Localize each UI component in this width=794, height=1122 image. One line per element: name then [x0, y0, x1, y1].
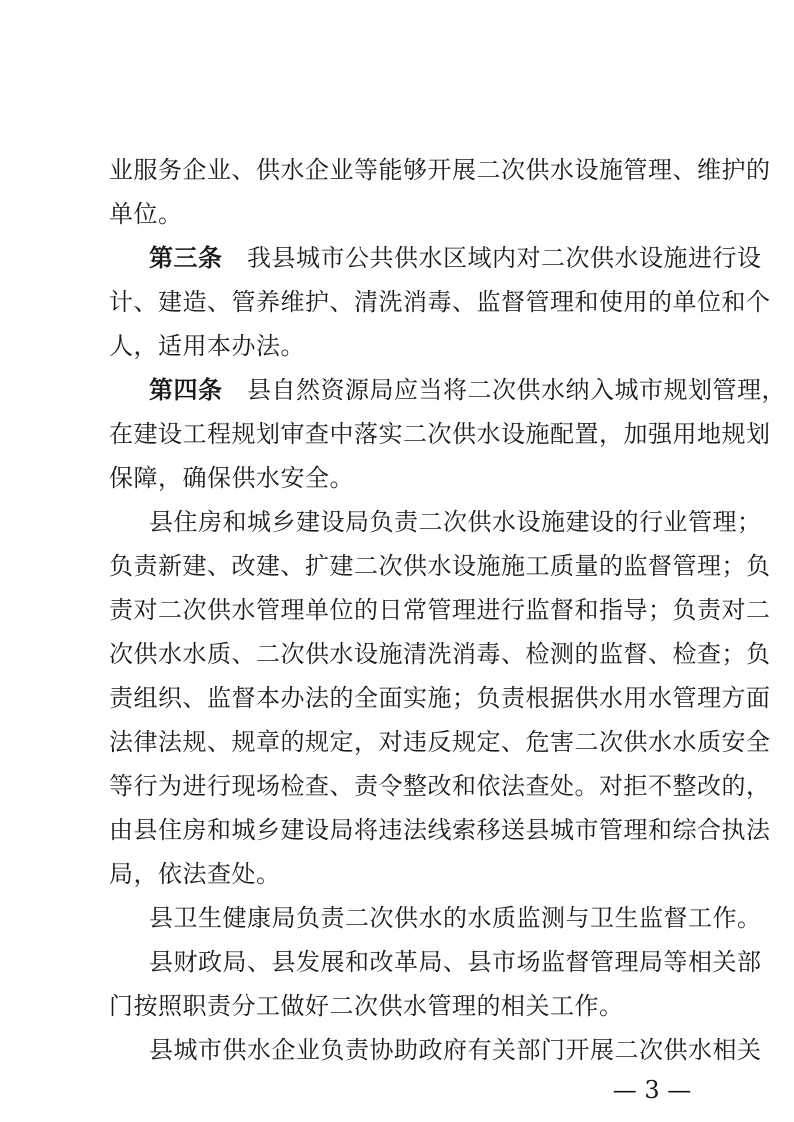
- text-line: 单位。: [109, 200, 183, 228]
- text-line: 法律法规、规章的规定，对违反规定、危害二次供水水质安全: [109, 728, 771, 756]
- article-3-first-line: [149, 240, 762, 276]
- text-line: 次供水水质、二次供水设施清洗消毒、检测的监督、检查；负: [109, 640, 771, 668]
- text-line: 人，适用本办法。: [109, 332, 305, 360]
- paragraph-first-line: 县卫生健康局负责二次供水的水质监测与卫生监督工作。: [149, 904, 762, 932]
- article-heading: 第四条: [149, 375, 223, 404]
- text-line: 计、建造、管养维护、清洗消毒、监督管理和使用的单位和个: [109, 288, 771, 316]
- text-line: 由县住房和城乡建设局将违法线索移送县城市管理和综合执法: [109, 816, 771, 844]
- text-line: 责组织、监督本办法的全面实施；负责根据供水用水管理方面: [109, 684, 771, 712]
- paragraph-first-line: 县住房和城乡建设局负责二次供水设施建设的行业管理；: [149, 508, 762, 536]
- article-4-first-line: [149, 372, 786, 408]
- text-line: 负责新建、改建、扩建二次供水设施施工质量的监督管理；负: [109, 552, 771, 580]
- text-line: 保障，确保供水安全。: [109, 464, 354, 492]
- article-text: 我县城市公共供水区域内对二次供水设施进行设: [247, 244, 762, 272]
- text-line: 在建设工程规划审查中落实二次供水设施配置，加强用地规划: [109, 420, 771, 448]
- text-line: 局，依法查处。: [109, 860, 281, 888]
- page-number: — 3 —: [612, 1076, 692, 1104]
- text-line: 责对二次供水管理单位的日常管理进行监督和指导；负责对二: [109, 596, 771, 624]
- text-line: 门按照职责分工做好二次供水管理的相关工作。: [109, 992, 624, 1020]
- text-line: 业服务企业、供水企业等能够开展二次供水设施管理、维护的: [109, 156, 771, 184]
- paragraph-first-line: 县财政局、县发展和改革局、县市场监督管理局等相关部: [149, 948, 762, 976]
- article-text: 县自然资源局应当将二次供水纳入城市规划管理，: [247, 376, 786, 404]
- paragraph-first-line: 县城市供水企业负责协助政府有关部门开展二次供水相关: [149, 1036, 762, 1064]
- article-heading: 第三条: [149, 243, 223, 272]
- text-line: 等行为进行现场检查、责令整改和依法查处。对拒不整改的，: [109, 772, 771, 800]
